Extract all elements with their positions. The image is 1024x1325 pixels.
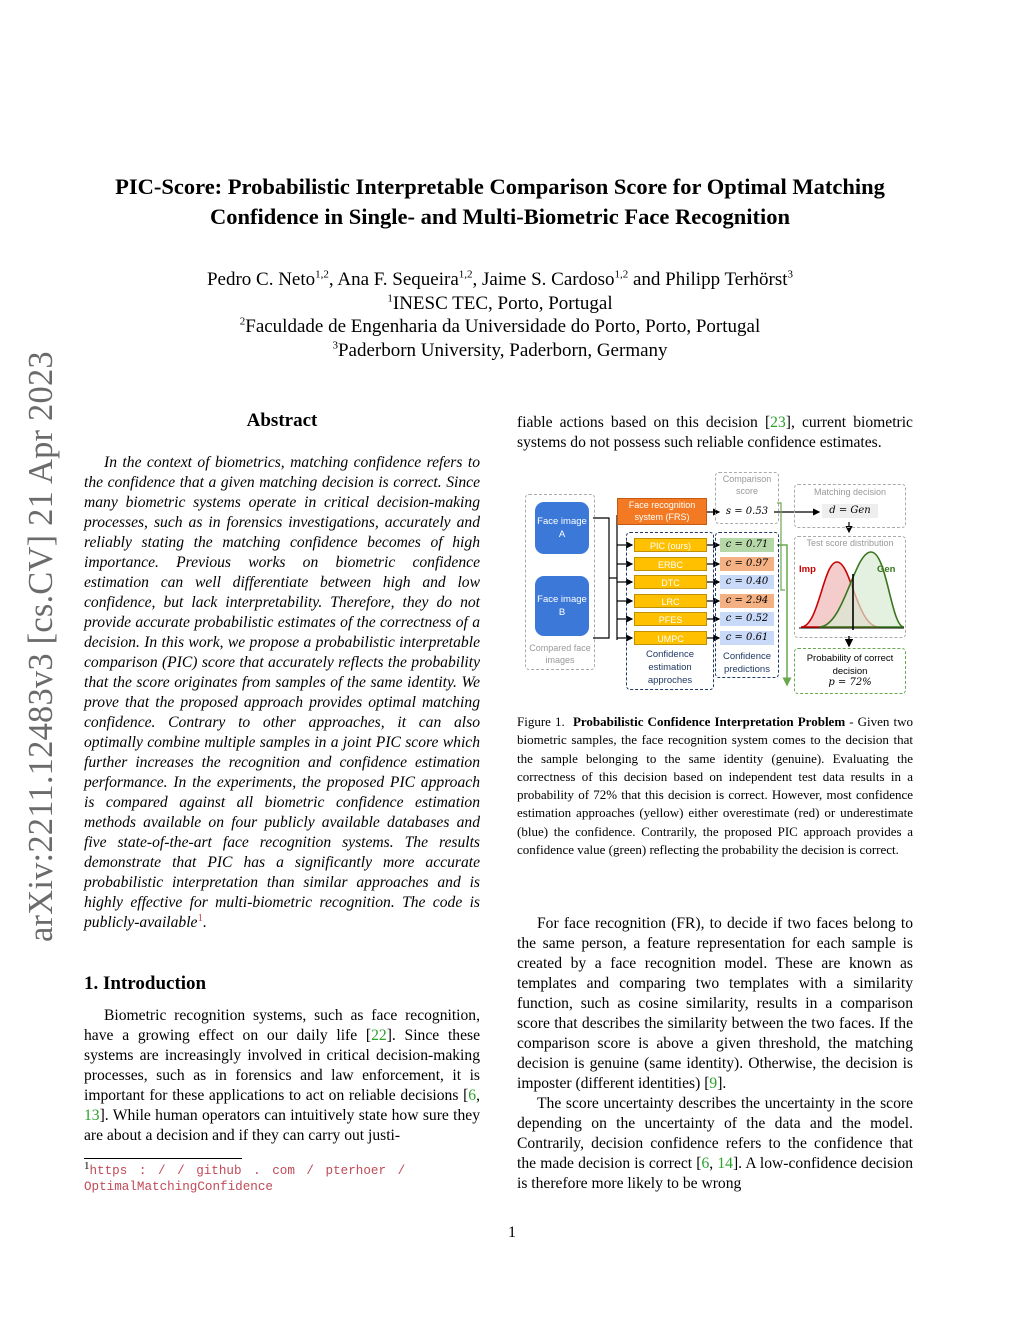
- figure-1-diagram: [519, 470, 913, 696]
- text-run: fiable actions based on this decision [: [517, 414, 771, 431]
- abstract-heading: Abstract: [246, 410, 318, 431]
- methods-label: Confidence estimation approches: [645, 649, 695, 686]
- probability-value: p = 72%: [828, 677, 872, 688]
- aff-text: Paderborn University, Paderborn, Germany: [337, 339, 668, 361]
- predictions-label: Confidence predictions: [722, 651, 772, 675]
- abstract-text: [84, 453, 480, 933]
- text-run: ]. While human operators can intuitively state how sure they are about a decision and if they can carry out justi-: [84, 1107, 480, 1144]
- conf-erbc: c = 0.97: [720, 557, 774, 571]
- conf-pic: c = 0.71: [720, 538, 774, 552]
- citation-link[interactable]: 14: [717, 1155, 733, 1172]
- text-run: ]. A low-confidence decision is therefore more likely to be wrong: [517, 1155, 914, 1192]
- footnote-url-link[interactable]: https : / / github . com / pterhoer / OptimalMatchingConfidence: [84, 1164, 406, 1194]
- method-pfes: PFES: [634, 612, 707, 626]
- affiliation-3: [60, 339, 940, 363]
- text-run: ].: [717, 1075, 727, 1092]
- caption-title: Probabilistic Confidence Interpretation Problem: [572, 714, 846, 729]
- gen-label: Gen: [877, 564, 896, 575]
- imp-label: Imp: [799, 564, 816, 575]
- aff-sup: 2: [239, 315, 246, 328]
- author-block: [60, 268, 940, 362]
- affiliation-2: [60, 315, 940, 339]
- citation-link[interactable]: 6: [701, 1155, 710, 1172]
- method-erbc: ERBC: [634, 557, 707, 571]
- abstract-body: In the context of biometrics, matching confidence refers to the confidence that a given matching decision is correct. Since many biometric systems operate in critical decision-making processes, such as in forensics investigations, accurately and reliably stating the matching confidence becomes of high importance. Previous works on biometric confidence estimation can well differentiate between high and low confidence, but lack interpretability. Therefore, they do not provide accurate probabilistic estimates of the correctness of a decision. In this work, we propose a probabilistic interpretable comparison (PIC) score that accurately reflects the probability that the score originates from samples of the same identity. We prove that the proposed approach provides optimal matching confidence. Contrary to other approaches, it can also optimally combine multiple samples in a joint PIC score which further increases the recognition and confidence estimation performance. In the experiments, the proposed PIC approach is compared against all biometric confidence estimation methods available on four publicly available databases and five state-of-the-art face recognition systems. The results demonstrate that PIC has a significantly more accurate probabilistic interpretation than similar approaches and is highly effective for multi-biometric recognition. The code is publicly-available: [84, 454, 480, 931]
- author-sup: 3: [787, 268, 794, 281]
- figure-caption: [517, 713, 913, 859]
- text-run: For face recognition (FR), to decide if two faces belong to the same person, a feature representation for each sample is created by a face recognition model. These are known as templates and comparing two templates with a similarity function, such as cosine similarity, results in a comparison score that describes the similarity between the two faces. If the comparison score is above a given threshold, the matching decision is genuine (same identity). Otherwise, the decision is imposter (different identities) [: [517, 915, 913, 1092]
- conf-dtc: c = 0.40: [720, 575, 774, 589]
- text-run: ,: [709, 1155, 718, 1172]
- footnote: [84, 1159, 480, 1195]
- author-sup: 1,2: [315, 268, 329, 281]
- comparison-score-label: Comparison score: [722, 474, 772, 496]
- citation-link[interactable]: 6: [468, 1087, 477, 1104]
- title-line-2: Confidence in Single- and Multi-Biometric Face Recognition: [210, 204, 790, 229]
- test-score-label: Test score distribution: [806, 538, 894, 548]
- text-run: ,: [476, 1087, 480, 1104]
- abstract-end: .: [202, 914, 207, 931]
- caption-prefix: Figure 1.: [517, 714, 565, 729]
- citation-link[interactable]: 22: [371, 1027, 387, 1044]
- text-run: The score uncertainty describes the uncertainty in the score depending on the uncertainty of the data and the model. Contrarily, decision confidence refers to the confidence that the made decision is correct [: [517, 1095, 913, 1172]
- conf-umpc: c = 0.61: [720, 631, 774, 645]
- right-paragraph-2: [517, 1094, 913, 1194]
- decision-value: d = Gen: [822, 504, 878, 518]
- author-name: and Philipp Terhörst: [628, 269, 788, 290]
- citation-link[interactable]: 13: [84, 1107, 100, 1124]
- score-value: s = 0.53: [725, 506, 769, 517]
- frs-box: Face recognition system (FRS): [617, 498, 707, 525]
- page-number: 1: [508, 1224, 516, 1241]
- probability-label: Probability of correct decision: [806, 653, 894, 677]
- method-dtc: DTC: [634, 575, 707, 589]
- conf-lrc: c = 2.94: [720, 594, 774, 608]
- citation-link[interactable]: 9: [709, 1075, 718, 1092]
- caption-text: - Given two biometric samples, the face recognition system comes to the decision that the sample belonging to the same identity (genuine). Evaluating the correctness of this decision based on independent test data results in a probability of 72% that this decision is correct. However, most confidence estimation approaches (yellow) either overestimate (red) or underestimate (blue) the confidence. Contrarily, the proposed PIC approach provides a confidence value (green) reflecting the probability the decision is correct.: [517, 714, 913, 858]
- arxiv-identifier: arXiv:2211.12483v3 [cs.CV] 21 Apr 2023: [22, 351, 60, 942]
- author-name: Pedro C. Neto: [206, 269, 316, 290]
- author-sup: 1,2: [458, 268, 473, 281]
- citation-link[interactable]: 23: [770, 414, 786, 431]
- text-run: Biometric recognition systems, such as face recognition, have a growing effect on our daily life [: [84, 1007, 480, 1044]
- aff-text: INESC TEC, Porto, Portugal: [392, 292, 613, 314]
- intro-paragraph: [84, 1006, 480, 1146]
- title-line-1: PIC-Score: Probabilistic Interpretable Comparison Score for Optimal Matching: [115, 174, 885, 199]
- author-sup: 1,2: [614, 268, 629, 281]
- method-umpc: UMPC: [634, 631, 707, 645]
- right-column-top-text: [517, 413, 913, 453]
- section-heading-introduction: 1. Introduction: [84, 973, 207, 994]
- author-name: , Jaime S. Cardoso: [472, 269, 615, 290]
- affiliation-1: [60, 292, 940, 316]
- aff-sup: 3: [332, 339, 338, 352]
- matching-decision-label: Matching decision: [813, 487, 887, 497]
- author-list: [60, 268, 940, 292]
- footnote-mark: 1: [84, 1159, 90, 1172]
- right-paragraph-1: [517, 914, 913, 1094]
- conf-pfes: c = 0.52: [720, 612, 774, 626]
- aff-text: Faculdade de Engenharia da Universidade do Porto, Porto, Portugal: [245, 316, 761, 337]
- face-image-a: Face image A: [535, 502, 589, 554]
- face-image-b: Face image B: [535, 576, 589, 636]
- text-run: ]. Since these systems are increasingly involved in critical decision-making processes, such as in forensics and law enforcement, it is important for these applications to act on reliable decisions [: [84, 1027, 480, 1104]
- aff-sup: 1: [387, 292, 393, 305]
- paper-title: [60, 172, 940, 232]
- text-run: ], current biometric systems do not possess such reliable confidence estimates.: [517, 414, 913, 451]
- method-pic: PIC (ours): [634, 538, 707, 552]
- footnote-ref[interactable]: 1: [197, 911, 203, 924]
- distribution-box: [794, 536, 906, 638]
- compared-images-label: Compared face images: [529, 643, 591, 665]
- method-lrc: LRC: [634, 594, 707, 608]
- footnote-rule: [84, 1158, 242, 1159]
- author-name: , Ana F. Sequeira: [328, 269, 459, 290]
